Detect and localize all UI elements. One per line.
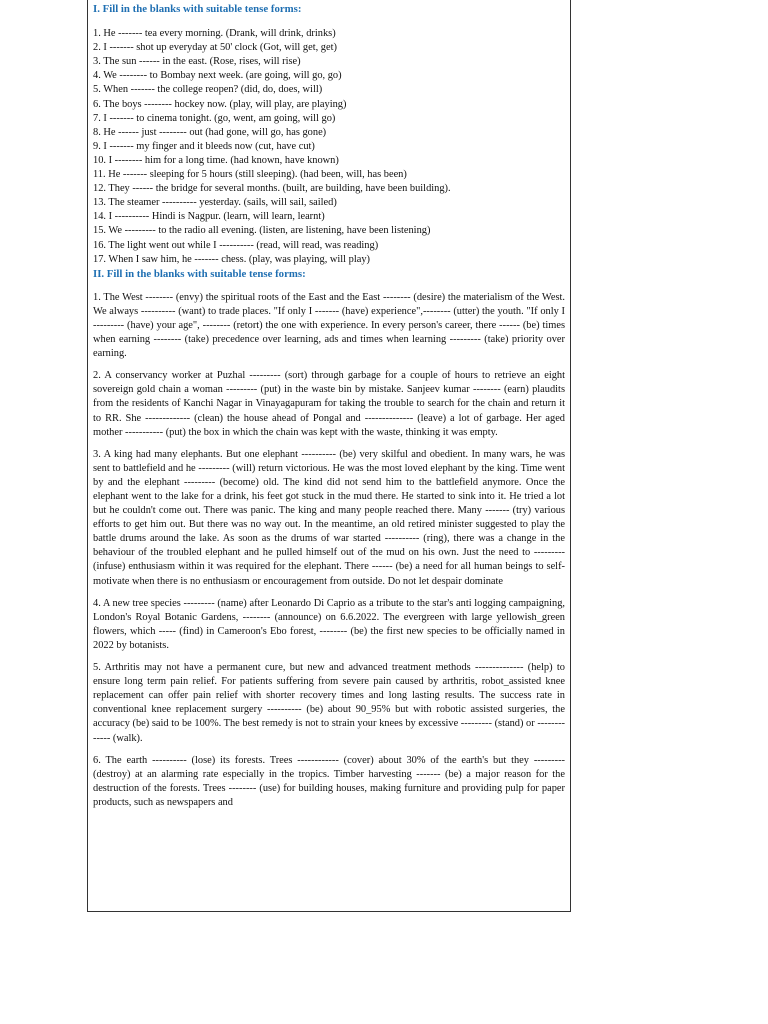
section-2-paragraphs [93, 291, 565, 810]
section-2-heading: II. Fill in the blanks with suitable tense forms: [93, 267, 306, 280]
list-item: 8. He ------ just -------- out (had gone, will go, has gone) [93, 126, 327, 138]
list-item: 5. When ------- the college reopen? (did, do, does, will) [93, 84, 323, 96]
list-item: 3. The sun ------ in the east. (Rose, rises, will rise) [93, 56, 301, 68]
list-item: 16. The light went out while I ---------- (read, will read, was reading) [93, 239, 379, 251]
list-item: 4. We -------- to Bombay next week. (are going, will go, go) [93, 70, 342, 82]
list-item: 12. They ------ the bridge for several months. (built, are building, have been building). [93, 183, 451, 195]
passage-paragraph: 5. Arthritis may not have a permanent cure, but new and advanced treatment methods -------------- (help) to ensure long term pain relief. For patients suffering from severe pain caused by arthritis, robot_assisted knee replacement can offer pain relief with shorter recovery times and long lasting results. The success rate in conventional knee replacement surgery ---------- (be) about 90_95% but with robotic assisted surgeries, the accuracy (be) said to be 100%. The best remedy is not to strain your knees by excessive --------- (stand) or ------------- (walk). [93, 662, 565, 744]
list-item: 17. When I saw him, he ------- chess. (play, was playing, will play) [93, 253, 371, 265]
list-item: 1. He ------- tea every morning. (Drank, will drink, drinks) [93, 28, 336, 40]
list-item: 11. He ------- sleeping for 5 hours (still sleeping). (had been, will, has been) [93, 169, 407, 181]
list-item: 15. We --------- to the radio all evening. (listen, are listening, have been listening) [93, 225, 431, 237]
list-item: 10. I -------- him for a long time. (had known, have known) [93, 154, 339, 166]
section-1-heading: I. Fill in the blanks with suitable tense forms: [93, 3, 302, 15]
passage-paragraph: 2. A conservancy worker at Puzhal --------- (sort) through garbage for a couple of hours to retrieve an eight sovereign gold chain a woman --------- (put) in the waste bin by mistake. Sanjeev kumar -------- (earn) plaudits from the residents of Kanchi Nagar in Vinayagapuram for taking the trouble to search for the chain and return it to RR. She ------------- (clean) the house ahead of Pongal and -------------- (leave) a lot of garbage. Her aged mother ----------- (put) the box in which the chain was kept with the waste, thinking it was empty. [93, 370, 565, 438]
list-item: 7. I ------- to cinema tonight. (go, went, am going, will go) [93, 112, 336, 124]
passage-paragraph: 6. The earth ---------- (lose) its forests. Trees ------------ (cover) about 30% of the earth's but they --------- (destroy) at an alarming rate especially in the tropics. Timber harvesting ------- (be) a major reason for the destruction of the forests. Trees -------- (use) for building houses, making furniture and providing pulp for paper products, such as newspapers and [93, 754, 565, 808]
list-item: 2. I ------- shot up everyday at 50' clock (Got, will get, get) [93, 42, 337, 54]
list-item: 6. The boys -------- hockey now. (play, will play, are playing) [93, 98, 347, 110]
list-item: 13. The steamer ---------- yesterday. (sails, will sail, sailed) [93, 197, 337, 209]
list-item: 9. I ------- my finger and it bleeds now (cut, have cut) [93, 140, 315, 152]
passage-paragraph: 3. A king had many elephants. But one elephant ---------- (be) very skilful and obedient. In many wars, he was sent to battlefield and he --------- (will) return victorious. He was the most loved elephant by the king. Time went by and the elephant --------- (become) old. The kind did not send him to the battlefield anymore. Once the elephant went to the lake for a drink, his feet got stuck in the mud there. He started to sink into it. He tried a lot but he couldn't come out. There was panic. The king and many people reached there. Many ------- (try) various efforts to get him out. But there was no way out. In the meantime, an old retired minister suggested to play the battle drums around the lake. As soon as the drums of war started ---------- (ring), there was a change in the behaviour of the troubled elephant and he pulled himself out of the mud on his own. Just the need to --------- (infuse) enthusiasm within it was required for the elephant. There ------ (be) a need for all human beings to self-motivate when there is no enthusiasm or encouragement from outside. Do not let despair dominate [93, 448, 565, 587]
passage-paragraph: 1. The West -------- (envy) the spiritual roots of the East and the East -------- (desire) the materialism of the West. We always ---------- (want) to trade places. "If only I ------- (have) experience",-------- (utter) the youth. "If only I --------- (have) your age", -------- (retort) the one with experience. In every person's career, there ------ (be) times when earning -------- (take) precedence over learning, ads and times when learning --------- (take) priority over earning. [93, 291, 565, 360]
list-item: 14. I ---------- Hindi is Nagpur. (learn, will learn, learnt) [93, 211, 325, 223]
worksheet-page [87, 0, 571, 912]
section-1-list [93, 27, 565, 267]
passage-paragraph: 4. A new tree species --------- (name) after Leonardo Di Caprio as a tribute to the star's anti logging campaigning, London's Royal Botanic Gardens, -------- (announce) on 6.6.2022. The evergreen with large yellowish_green flowers, which ----- (find) in Cameroon's Ebo forest, -------- (be) the first new species to be officially named in 2022 by botanists. [93, 597, 565, 651]
